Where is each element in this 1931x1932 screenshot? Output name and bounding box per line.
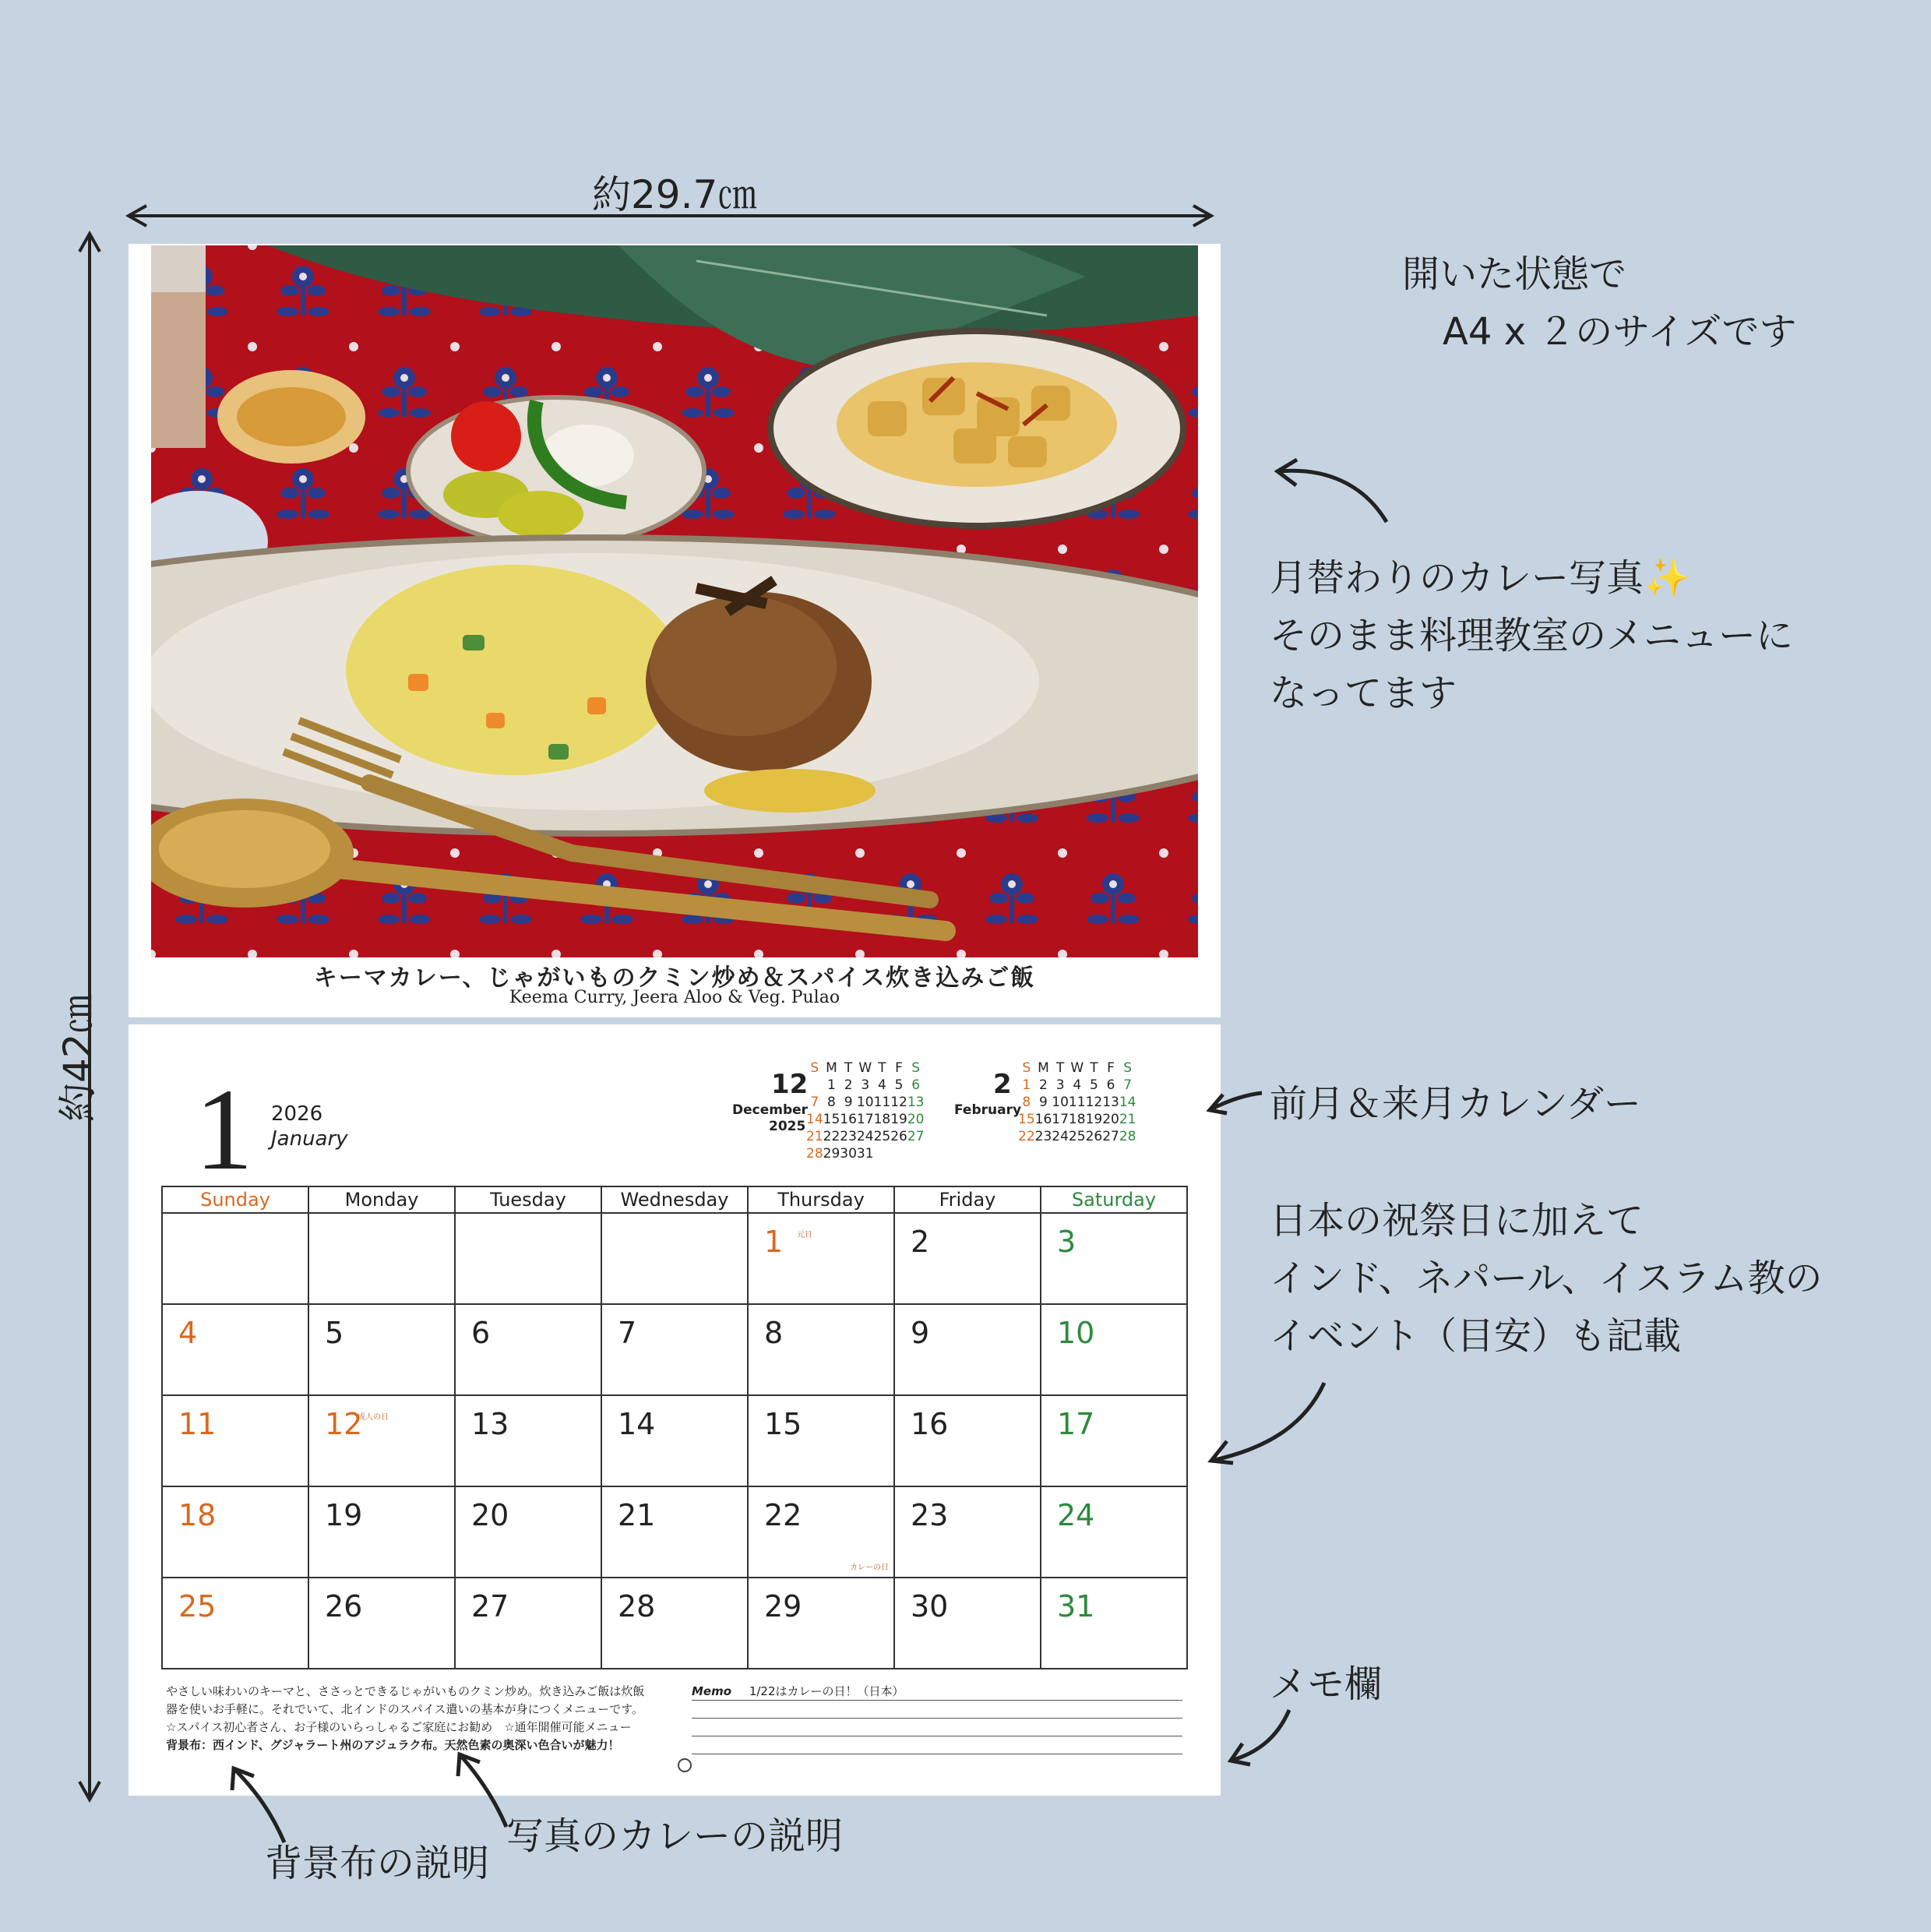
next-month-number: 2 [993,1069,1012,1100]
holidays-annotation-line-2: インド、ネパール、イスラム教の [1270,1257,1823,1300]
day-number: 28 [618,1589,656,1624]
day-cell[interactable] [162,1304,308,1395]
weekday-header: Saturday [1041,1186,1187,1213]
mini-day: 14 [806,1112,823,1127]
year-label: 2026 [271,1102,323,1126]
photo-annotation-line-2: そのまま料理教室のメニューに [1270,614,1794,658]
holidays-annotation-line-1: 日本の祝祭日に加えて [1270,1199,1644,1243]
mini-day: 18 [1068,1112,1086,1127]
mini-day: 16 [840,1112,857,1127]
day-cell[interactable] [1041,1304,1187,1395]
day-number: 10 [1057,1316,1095,1350]
mini-day: 24 [1052,1129,1069,1144]
mini-day: 19 [1085,1112,1103,1127]
photo-caption-english: Keema Curry, Jeera Aloo & Veg. Pulao [509,988,840,1007]
fabric-arrow-icon [226,1761,296,1846]
mini-day: 15 [1018,1112,1035,1127]
mini-weekday-header: M [826,1060,837,1076]
day-number: 14 [618,1407,656,1441]
mini-day: 22 [823,1129,840,1144]
memo-row [692,1719,1182,1736]
size-annotation-line-1: 開いた状態で [1402,252,1627,296]
mini-weekday-header: S [1123,1060,1133,1076]
memo-label: Memo [692,1684,732,1698]
height-label: 約42㎝ [55,994,100,1122]
calendar-grid-page [129,1024,1221,1796]
day-cell[interactable] [601,1578,748,1669]
day-cell[interactable] [748,1395,894,1486]
fabric-annotation: 背景布の説明 [265,1842,490,1885]
mini-weekday-header: T [1055,1060,1065,1076]
fabric-description: 背景布：西インド、グジャラート州のアジュラク布。天然色素の奥深い色合いが魅力！ [166,1738,620,1752]
width-label: 約29.7㎝ [592,172,757,217]
mini-day: 11 [1068,1095,1086,1110]
day-cell[interactable] [162,1486,308,1578]
day-number: 6 [471,1316,491,1350]
mini-day: 6 [1106,1077,1115,1093]
day-number: 9 [911,1316,930,1350]
mini-day: 13 [907,1095,925,1110]
memo-text: 1/22はカレーの日！（日本） [749,1684,904,1698]
curry-annotation: 写真のカレーの説明 [506,1814,844,1858]
day-cell[interactable] [308,1486,455,1578]
prev-month-number: 12 [771,1069,809,1100]
mini-day: 17 [1052,1112,1069,1127]
hanging-hole [678,1758,692,1772]
day-cell[interactable] [894,1213,1041,1304]
day-number: 30 [911,1589,949,1624]
mini-day: 12 [890,1095,907,1110]
day-number: 23 [911,1498,949,1532]
memo-row [692,1736,1182,1754]
day-cell[interactable] [1041,1395,1187,1486]
day-cell[interactable] [894,1304,1041,1395]
prev-month-year: 2025 [769,1119,806,1134]
day-number: 19 [325,1498,363,1532]
memo-row [692,1701,1182,1719]
day-cell[interactable] [601,1213,748,1304]
day-number: 31 [1057,1589,1095,1624]
mini-day: 17 [856,1112,874,1127]
mini-day: 30 [840,1146,857,1162]
mini-day: 9 [844,1095,853,1110]
day-cell[interactable] [308,1213,455,1304]
day-cell[interactable] [162,1578,308,1669]
day-cell[interactable] [455,1578,601,1669]
day-cell[interactable] [601,1486,748,1578]
mini-day: 7 [810,1095,819,1110]
mini-day: 28 [806,1146,823,1162]
mini-weekday-header: M [1038,1060,1049,1076]
day-number: 5 [325,1316,344,1350]
mini-day: 10 [856,1095,874,1110]
photo-caption-japanese: キーマカレー、じゃがいものクミン炒め＆スパイス炊き込みご飯 [313,964,1036,992]
prev-month-table [806,1059,924,1162]
prev-month-name: December [732,1102,809,1118]
mini-day: 18 [873,1112,891,1127]
mini-day [806,1077,823,1094]
mini-day: 4 [877,1077,886,1093]
day-cell[interactable] [455,1304,601,1395]
mini-day [874,1145,891,1162]
mini-day: 27 [907,1129,925,1144]
weekday-header: Wednesday [601,1186,748,1213]
day-cell[interactable] [162,1395,308,1486]
curry-photo [151,245,1198,957]
weekday-header: Tuesday [455,1186,601,1213]
mini-day: 2 [1039,1077,1048,1093]
day-cell[interactable] [748,1486,894,1578]
day-number: 4 [178,1316,198,1350]
memo-row [692,1683,1182,1701]
day-number: 17 [1057,1407,1095,1441]
day-cell[interactable] [601,1304,748,1395]
mini-day: 15 [823,1112,840,1127]
mini-day: 25 [873,1129,891,1144]
photo-annotation [1270,549,1793,722]
mini-weekday-header: S [911,1060,921,1076]
mini-day: 1 [827,1077,836,1093]
mini-weekday-header: T [1090,1060,1098,1076]
mini-day: 11 [873,1095,891,1110]
weekday-header: Thursday [748,1186,894,1213]
mini-weekday-header: W [858,1060,872,1076]
mini-weekday-header: S [1022,1060,1031,1076]
curry-arrow-icon [452,1745,514,1831]
weekday-header: Friday [894,1186,1041,1213]
mini-day: 29 [823,1146,840,1162]
memo-annotation: メモ欄 [1270,1662,1383,1706]
mini-day: 6 [911,1077,921,1093]
day-number: 8 [764,1316,784,1350]
day-number: 24 [1057,1498,1095,1532]
mini-weekday-header: W [1070,1060,1084,1076]
day-cell[interactable] [1041,1578,1187,1669]
mini-day: 7 [1123,1077,1133,1093]
mini-day: 5 [894,1077,904,1093]
day-number: 25 [178,1589,217,1624]
day-cell[interactable] [308,1304,455,1395]
mini-day: 10 [1052,1095,1069,1110]
day-number: 27 [471,1589,509,1624]
month-number: 1 [195,1065,253,1194]
mini-day: 5 [1089,1077,1098,1093]
day-cell[interactable] [455,1395,601,1486]
holiday-label: 成人の日 [358,1413,389,1422]
mini-day: 22 [1018,1129,1035,1144]
day-number: 20 [471,1498,509,1532]
calendar-photo-page [129,244,1221,1017]
holidays-annotation [1270,1192,1822,1365]
next-month-name: February [954,1102,1022,1118]
mini-day [890,1145,907,1162]
week-row [162,1395,1187,1486]
mini-day: 31 [856,1146,874,1162]
week-row [162,1213,1187,1304]
day-cell[interactable] [455,1486,601,1578]
day-cell[interactable] [894,1578,1041,1669]
mini-day: 27 [1102,1129,1119,1144]
description-line-3: ☆スパイス初心者さん、お子様のいらっしゃるご家庭にお勧め ☆通年開催可能メニュー [166,1720,632,1734]
day-number: 26 [325,1589,363,1624]
description-line-2: 器を使いお手軽に。それでいて、北インドのスパイス遣いの基本が身につくメニューです。 [166,1702,644,1716]
day-cell[interactable] [1041,1486,1187,1578]
description-line-1: やさしい味わいのキーマと、ささっとできるじゃがいものクミン炒め。炊き込みご飯は炊飯 [166,1684,645,1698]
week-row [162,1578,1187,1669]
holiday-label: 元日 [797,1231,812,1239]
mini-weekday-header: S [810,1060,819,1076]
day-number: 15 [764,1407,802,1441]
day-number: 3 [1057,1225,1076,1259]
holidays-annotation-line-3: イベント（目安）も記載 [1270,1314,1682,1358]
day-number: 16 [911,1407,949,1441]
mini-day: 9 [1039,1095,1048,1110]
mini-day: 3 [1055,1077,1065,1093]
photo-annotation-line-1: 月替わりのカレー写真✨ [1270,556,1690,600]
day-cell[interactable] [601,1395,748,1486]
day-cell[interactable] [894,1486,1041,1578]
mini-day: 13 [1102,1095,1119,1110]
holiday-label: カレーの日 [850,1564,889,1572]
mini-day: 8 [1022,1095,1031,1110]
next-month-table [1018,1059,1136,1145]
mini-day: 20 [1102,1112,1119,1127]
day-cell[interactable] [748,1213,894,1304]
size-annotation [1402,245,1796,361]
mini-day [907,1145,925,1162]
day-number: 29 [764,1589,802,1624]
size-annotation-line-2: A4 x ２のサイズです [1443,310,1797,354]
mini-day: 8 [827,1095,836,1110]
photo-arrow-icon [1270,456,1394,526]
day-number: 13 [471,1407,509,1441]
day-number: 21 [618,1498,656,1532]
mini-day: 28 [1119,1129,1136,1144]
memo-arrow-icon [1223,1706,1293,1768]
mini-day: 23 [840,1129,857,1144]
mini-day: 14 [1119,1095,1136,1110]
day-number: 22 [764,1498,802,1532]
mini-weekday-header: T [844,1060,853,1076]
week-row [162,1486,1187,1578]
holidays-arrow-icon [1203,1379,1328,1465]
day-cell[interactable] [1041,1213,1187,1304]
mini-day: 21 [1119,1112,1136,1127]
day-cell[interactable] [162,1213,308,1304]
mini-day: 21 [806,1129,823,1144]
month-name: January [271,1127,348,1151]
mini-day: 19 [890,1112,907,1127]
mini-day: 16 [1034,1112,1052,1127]
mini-day: 2 [844,1077,853,1093]
day-number: 7 [618,1316,637,1350]
day-cell[interactable] [308,1395,455,1486]
day-cell[interactable] [748,1578,894,1669]
mini-weekday-header: F [1107,1060,1115,1076]
weekday-header: Monday [308,1186,455,1213]
weekday-header: Sunday [162,1186,308,1213]
mini-day: 25 [1068,1129,1086,1144]
day-cell[interactable] [748,1304,894,1395]
mini-day: 23 [1034,1129,1052,1144]
mini-weekday-header: T [878,1060,886,1076]
week-row [162,1304,1187,1395]
day-cell[interactable] [308,1578,455,1669]
mini-day: 20 [907,1112,925,1127]
minical-arrow-icon [1203,1087,1266,1118]
day-number: 1 [764,1225,784,1259]
month-grid [161,1186,1188,1669]
minical-annotation: 前月＆来月カレンダー [1270,1082,1641,1126]
memo-area [692,1683,1182,1754]
day-cell[interactable] [894,1395,1041,1486]
mini-day: 24 [856,1129,874,1144]
day-number: 11 [178,1407,217,1441]
day-cell[interactable] [455,1213,601,1304]
photo-annotation-line-3: なってます [1270,672,1457,715]
mini-weekday-header: F [895,1060,903,1076]
mini-day: 4 [1073,1077,1082,1093]
day-number: 2 [911,1225,930,1259]
mini-day: 12 [1085,1095,1103,1110]
mini-day: 3 [861,1077,870,1093]
mini-day: 26 [1085,1129,1103,1144]
day-number: 12 [325,1407,363,1441]
menu-description [166,1683,664,1754]
mini-day: 1 [1022,1077,1031,1093]
mini-day: 26 [890,1129,907,1144]
day-number: 18 [178,1498,217,1532]
